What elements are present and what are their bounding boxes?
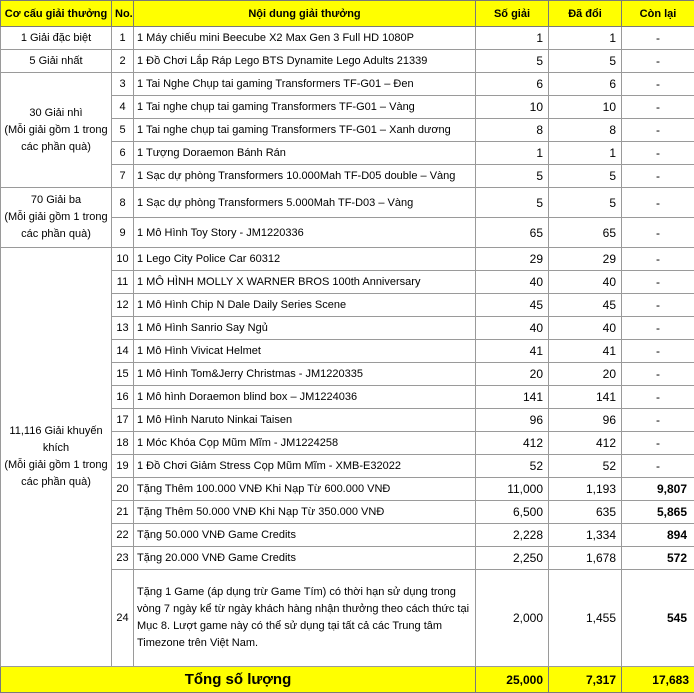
row-content: 1 Mô Hình Vivicat Helmet xyxy=(134,340,476,363)
row-content: 1 Tượng Doraemon Bánh Rán xyxy=(134,142,476,165)
row-remaining: 545 xyxy=(622,570,694,667)
row-redeemed: 1,193 xyxy=(549,478,622,501)
row-no: 20 xyxy=(112,478,134,501)
row-prizes: 52 xyxy=(476,455,549,478)
row-prizes: 2,000 xyxy=(476,570,549,667)
row-prizes: 45 xyxy=(476,294,549,317)
category-consolation xyxy=(1,248,112,667)
table-row xyxy=(1,73,694,96)
row-content: 1 Tai nghe chụp tai gaming Transformers TF-G01 – Vàng xyxy=(134,96,476,119)
row-prizes: 6 xyxy=(476,73,549,96)
row-content: 1 Máy chiếu mini Beecube X2 Max Gen 3 Full HD 1080P xyxy=(134,27,476,50)
row-prizes: 2,228 xyxy=(476,524,549,547)
row-redeemed: 1 xyxy=(549,27,622,50)
row-content: Tặng Thêm 50.000 VNĐ Khi Nạp Từ 350.000 VNĐ xyxy=(134,501,476,524)
row-redeemed: 8 xyxy=(549,119,622,142)
total-row xyxy=(1,667,694,693)
row-redeemed: 96 xyxy=(549,409,622,432)
row-content: 1 Mô Hình Toy Story - JM1220336 xyxy=(134,218,476,248)
category-third xyxy=(1,188,112,248)
header-row xyxy=(1,1,694,27)
row-no: 14 xyxy=(112,340,134,363)
total-prizes: 25,000 xyxy=(476,667,549,693)
row-redeemed: 45 xyxy=(549,294,622,317)
table-row xyxy=(1,50,694,73)
row-content: 1 Lego City Police Car 60312 xyxy=(134,248,476,271)
row-no: 7 xyxy=(112,165,134,188)
row-prizes: 96 xyxy=(476,409,549,432)
total-redeemed: 7,317 xyxy=(549,667,622,693)
table-row xyxy=(1,248,694,271)
row-prizes: 2,250 xyxy=(476,547,549,570)
row-remaining: - xyxy=(622,73,694,96)
row-no: 2 xyxy=(112,50,134,73)
row-no: 6 xyxy=(112,142,134,165)
row-remaining: - xyxy=(622,50,694,73)
category-second xyxy=(1,73,112,188)
row-content: 1 MÔ HÌNH MOLLY X WARNER BROS 100th Anniversary xyxy=(134,271,476,294)
row-remaining: - xyxy=(622,188,694,218)
row-no: 21 xyxy=(112,501,134,524)
row-prizes: 11,000 xyxy=(476,478,549,501)
row-no: 5 xyxy=(112,119,134,142)
row-remaining: - xyxy=(622,165,694,188)
header-category: Cơ cấu giải thưởng xyxy=(1,1,112,27)
row-remaining: 894 xyxy=(622,524,694,547)
row-prizes: 5 xyxy=(476,50,549,73)
row-no: 11 xyxy=(112,271,134,294)
header-content: Nội dung giải thưởng xyxy=(134,1,476,27)
row-remaining: - xyxy=(622,27,694,50)
table-row xyxy=(1,27,694,50)
row-redeemed: 52 xyxy=(549,455,622,478)
row-prizes: 40 xyxy=(476,271,549,294)
row-redeemed: 5 xyxy=(549,165,622,188)
row-content: 1 Sạc dự phòng Transformers 5.000Mah TF-D03 – Vàng xyxy=(134,188,476,218)
row-remaining: - xyxy=(622,96,694,119)
row-remaining: - xyxy=(622,340,694,363)
row-redeemed: 5 xyxy=(549,50,622,73)
row-no: 19 xyxy=(112,455,134,478)
row-no: 9 xyxy=(112,218,134,248)
row-content: 1 Mô hình Doraemon blind box – JM1224036 xyxy=(134,386,476,409)
row-no: 13 xyxy=(112,317,134,340)
row-redeemed: 10 xyxy=(549,96,622,119)
row-content: 1 Mô Hình Sanrio Say Ngủ xyxy=(134,317,476,340)
row-prizes: 10 xyxy=(476,96,549,119)
row-remaining: - xyxy=(622,455,694,478)
row-redeemed: 6 xyxy=(549,73,622,96)
row-redeemed: 29 xyxy=(549,248,622,271)
row-no: 17 xyxy=(112,409,134,432)
row-no: 15 xyxy=(112,363,134,386)
row-no: 1 xyxy=(112,27,134,50)
row-no: 12 xyxy=(112,294,134,317)
row-content: 1 Đồ Chơi Giảm Stress Cọp Mũm Mĩm - XMB-E32022 xyxy=(134,455,476,478)
row-content: 1 Móc Khóa Cọp Mũm Mĩm - JM1224258 xyxy=(134,432,476,455)
row-prizes: 5 xyxy=(476,188,549,218)
row-content: 1 Mô Hình Chip N Dale Daily Series Scene xyxy=(134,294,476,317)
row-no: 4 xyxy=(112,96,134,119)
row-no: 23 xyxy=(112,547,134,570)
row-no: 18 xyxy=(112,432,134,455)
row-remaining: - xyxy=(622,409,694,432)
row-remaining: - xyxy=(622,317,694,340)
row-remaining: - xyxy=(622,432,694,455)
row-remaining: - xyxy=(622,248,694,271)
category-second-title: 30 Giải nhì xyxy=(3,105,109,122)
row-no: 8 xyxy=(112,188,134,218)
header-remaining: Còn lại xyxy=(622,1,694,27)
row-content: 1 Tai Nghe Chụp tai gaming Transformers TF-G01 – Đen xyxy=(134,73,476,96)
total-remaining: 17,683 xyxy=(622,667,694,693)
header-prizes: Số giải xyxy=(476,1,549,27)
row-redeemed: 1,334 xyxy=(549,524,622,547)
row-prizes: 65 xyxy=(476,218,549,248)
row-redeemed: 40 xyxy=(549,271,622,294)
row-remaining: - xyxy=(622,218,694,248)
category-first: 5 Giải nhất xyxy=(1,50,112,73)
row-redeemed: 635 xyxy=(549,501,622,524)
row-redeemed: 412 xyxy=(549,432,622,455)
row-remaining: 5,865 xyxy=(622,501,694,524)
row-content: Tặng Thêm 100.000 VNĐ Khi Nạp Từ 600.000 VNĐ xyxy=(134,478,476,501)
row-prizes: 1 xyxy=(476,27,549,50)
row-remaining: 572 xyxy=(622,547,694,570)
row-remaining: - xyxy=(622,271,694,294)
header-redeemed: Đã đổi xyxy=(549,1,622,27)
row-prizes: 412 xyxy=(476,432,549,455)
category-special: 1 Giải đặc biệt xyxy=(1,27,112,50)
row-prizes: 141 xyxy=(476,386,549,409)
row-remaining: - xyxy=(622,294,694,317)
category-third-title: 70 Giải ba xyxy=(3,192,109,209)
row-content: Tặng 50.000 VNĐ Game Credits xyxy=(134,524,476,547)
row-content: Tặng 20.000 VNĐ Game Credits xyxy=(134,547,476,570)
row-content: 1 Tai nghe chụp tai gaming Transformers TF-G01 – Xanh dương xyxy=(134,119,476,142)
row-no: 22 xyxy=(112,524,134,547)
row-redeemed: 1,455 xyxy=(549,570,622,667)
row-remaining: - xyxy=(622,119,694,142)
row-remaining: 9,807 xyxy=(622,478,694,501)
row-content: 1 Đồ Chơi Lắp Ráp Lego BTS Dynamite Lego Adults 21339 xyxy=(134,50,476,73)
row-redeemed: 40 xyxy=(549,317,622,340)
row-no: 3 xyxy=(112,73,134,96)
category-third-note: (Mỗi giải gồm 1 trong các phần quà) xyxy=(3,209,109,243)
row-redeemed: 20 xyxy=(549,363,622,386)
total-label: Tổng số lượng xyxy=(1,667,476,693)
row-redeemed: 1,678 xyxy=(549,547,622,570)
row-remaining: - xyxy=(622,142,694,165)
row-no: 24 xyxy=(112,570,134,667)
row-prizes: 6,500 xyxy=(476,501,549,524)
row-no: 10 xyxy=(112,248,134,271)
row-redeemed: 5 xyxy=(549,188,622,218)
table-row xyxy=(1,188,694,218)
row-redeemed: 41 xyxy=(549,340,622,363)
row-prizes: 1 xyxy=(476,142,549,165)
row-content: 1 Sạc dự phòng Transformers 10.000Mah TF-D05 double – Vàng xyxy=(134,165,476,188)
row-remaining: - xyxy=(622,386,694,409)
row-content: Tặng 1 Game (áp dụng trừ Game Tím) có thời hạn sử dụng trong vòng 7 ngày kể từ ngày khách hàng nhận thưởng theo cách thức tại Mục 8. Lượt game này có thể sử dụng tại tất cả các Trung tâm Timezone trên Việt Nam. xyxy=(134,570,476,667)
row-prizes: 41 xyxy=(476,340,549,363)
row-prizes: 8 xyxy=(476,119,549,142)
row-redeemed: 141 xyxy=(549,386,622,409)
row-prizes: 40 xyxy=(476,317,549,340)
header-no: No. xyxy=(112,1,134,27)
row-content: 1 Mô Hình Tom&Jerry Christmas - JM1220335 xyxy=(134,363,476,386)
row-content: 1 Mô Hình Naruto Ninkai Taisen xyxy=(134,409,476,432)
category-consolation-title: 11,116 Giải khuyến khích xyxy=(3,423,109,457)
row-prizes: 5 xyxy=(476,165,549,188)
category-second-note: (Mỗi giải gồm 1 trong các phần quà) xyxy=(3,122,109,156)
row-prizes: 29 xyxy=(476,248,549,271)
row-no: 16 xyxy=(112,386,134,409)
row-prizes: 20 xyxy=(476,363,549,386)
row-remaining: - xyxy=(622,363,694,386)
row-redeemed: 65 xyxy=(549,218,622,248)
category-consolation-note: (Mỗi giải gồm 1 trong các phần quà) xyxy=(3,457,109,491)
row-redeemed: 1 xyxy=(549,142,622,165)
